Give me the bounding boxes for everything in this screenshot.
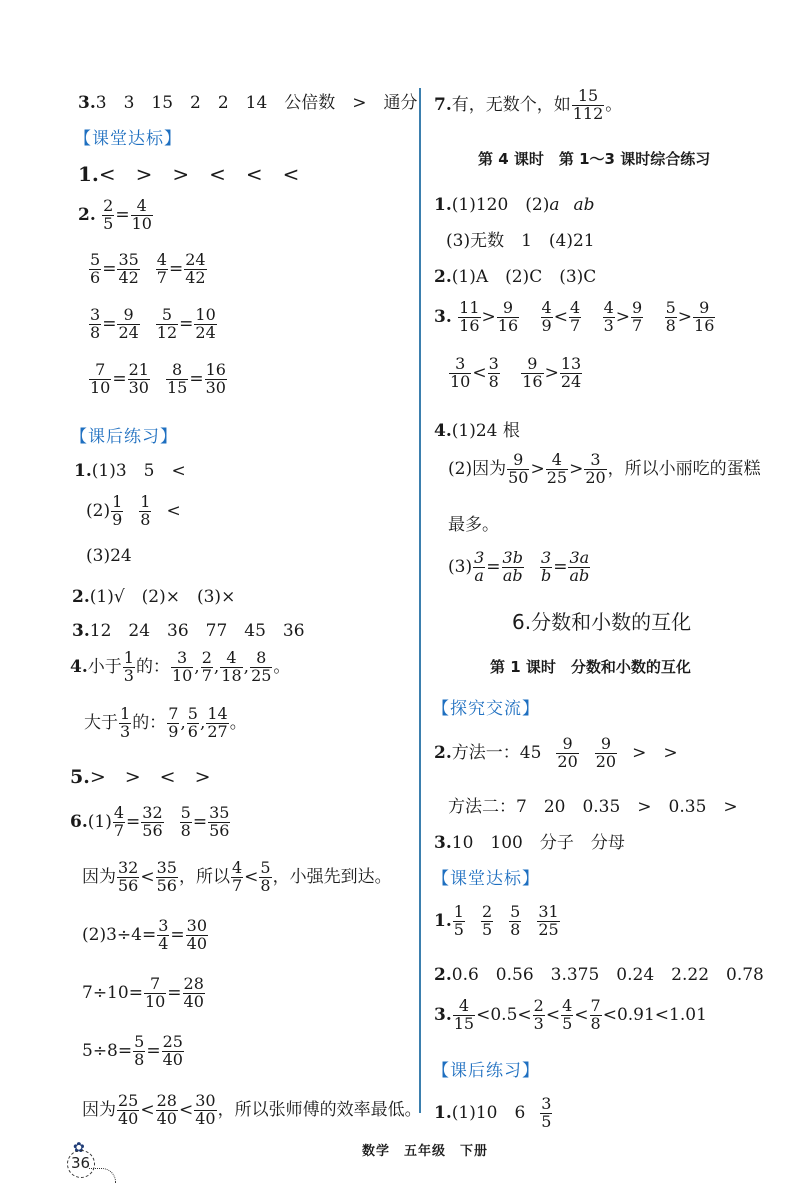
explore-q3: 3.10 100 分子 分母 bbox=[434, 833, 625, 853]
answer-h6-p2-row3: 5÷8= $\frac{5}{8}$ = $\frac{25}{40}$ bbox=[82, 1032, 183, 1069]
answer-h5: 5.> > < > bbox=[70, 766, 211, 788]
l4-q4-p3: (3) $\frac{3}{a}$ = $\frac{3b}{ab}$ $\frac{3}{b}$ = $\frac{3a}{ab}$ bbox=[448, 548, 590, 585]
classroom-q3: 3. $\frac{4}{15}$ <0.5< $\frac{2}{3}$ < $\frac{4}{5}$ < $\frac{7}{8}$ <0.91<1.01 bbox=[434, 996, 707, 1033]
section-header-after-class-right: 【课后练习】 bbox=[432, 1061, 540, 1081]
explore-q2-m2: 方法二：7 20 0.35 > 0.35 > bbox=[448, 797, 738, 817]
l4-q4-p1: 4.(1)24 根 bbox=[434, 421, 520, 441]
answer-h6-p2-row2: 7÷10= $\frac{7}{10}$ = $\frac{28}{40}$ bbox=[82, 974, 204, 1011]
classroom-q1: 1. $\frac{1}{5}$ $\frac{2}{5}$ $\frac{5}{8}$ $\frac{31}{25}$ bbox=[434, 902, 559, 939]
lesson-1-title: 第 1 课时 分数和小数的互化 bbox=[490, 658, 691, 676]
l4-q1-line2: (3)无数 1 (4)21 bbox=[446, 231, 595, 251]
fraction: $\frac{2}{5}$ bbox=[103, 196, 114, 233]
answer-h6-because1: 因为 $\frac{32}{56}$ < $\frac{35}{56}$ ，所以 $\frac{4}{7}$ < $\frac{5}{8}$ ，小强先到达。 bbox=[82, 858, 392, 895]
chapter-title: 6.分数和小数的互化 bbox=[512, 610, 692, 634]
classroom-q2: 2.0.6 0.56 3.375 0.24 2.22 0.78 bbox=[434, 965, 764, 985]
answer-q2-row4: $\frac{7}{10}$ = $\frac{21}{30}$ $\frac{8}{15}$ = $\frac{16}{30}$ bbox=[90, 360, 226, 397]
answer-h1-p2: (2) $\frac{1}{9}$ $\frac{1}{8}$ < bbox=[86, 492, 181, 529]
answer-q2-row3: $\frac{3}{8}$ = $\frac{9}{24}$ $\frac{5}{12}$ = $\frac{10}{24}$ bbox=[90, 305, 216, 342]
l4-q3-row1: 3. $\frac{11}{16}$ > $\frac{9}{16}$ $\frac{4}{9}$ < $\frac{4}{7}$ $\frac{4}{3}$ > $\frac{9}{7}$ $\frac{5}{8}$ > $\frac{9}{16}$ bbox=[434, 298, 715, 335]
answer-h1-p1: 1.(1)3 5 < bbox=[74, 461, 186, 481]
answer-h4-less: 4.小于 $\frac{1}{3}$ 的： $\frac{3}{10}$ , $\frac{2}{7}$ , $\frac{4}{18}$ , $\frac{8}{25}$ 。 bbox=[70, 648, 291, 685]
answer-q2-row1: 2. $\frac{2}{5}$ = $\frac{4}{10}$ bbox=[78, 196, 152, 233]
l4-q4-p2-cont: 最多。 bbox=[448, 515, 499, 535]
answer-h4-greater: 大于 $\frac{1}{3}$ 的： $\frac{7}{9}$ , $\frac{5}{6}$ , $\frac{14}{27}$ 。 bbox=[84, 704, 247, 741]
explore-q2-m1: 2.方法一：45 $\frac{9}{20}$ $\frac{9}{20}$ > > bbox=[434, 734, 678, 771]
answer-line-3: 3.3 3 15 2 2 14 公倍数 > 通分 bbox=[78, 93, 418, 113]
l4-q3-row2: $\frac{3}{10}$ < $\frac{3}{8}$ $\frac{9}{16}$ > $\frac{13}{24}$ bbox=[450, 354, 582, 391]
section-header-explore: 【探究交流】 bbox=[432, 699, 540, 719]
section-header-after-class: 【课后练习】 bbox=[70, 427, 178, 447]
l4-q1-line1: 1.(1)120 (2)a ab bbox=[434, 195, 595, 215]
column-divider bbox=[419, 88, 421, 1113]
answer-h6-p2-row1: (2)3÷4= $\frac{3}{4}$ = $\frac{30}{40}$ bbox=[82, 916, 208, 953]
answer-h3: 3.12 24 36 77 45 36 bbox=[72, 621, 305, 641]
answer-h6-because2: 因为 $\frac{25}{40}$ < $\frac{28}{40}$ < $\frac{30}{40}$ ，所以张师傅的效率最低。 bbox=[82, 1091, 422, 1128]
answer-q2-row2: $\frac{5}{6}$ = $\frac{35}{42}$ $\frac{4}{7}$ = $\frac{24}{42}$ bbox=[90, 250, 206, 287]
page-number-badge bbox=[65, 1140, 125, 1180]
after-class-q1: 1.(1)10 6 $\frac{3}{5}$ bbox=[434, 1094, 552, 1131]
page-number: 36 bbox=[71, 1154, 91, 1172]
caterpillar-icon: ✿ bbox=[73, 1140, 85, 1156]
section-header-classroom: 【课堂达标】 bbox=[74, 129, 182, 149]
dotted-trail-decoration bbox=[89, 1168, 116, 1183]
section-header-classroom-right: 【课堂达标】 bbox=[432, 869, 540, 889]
fraction: $\frac{4}{10}$ bbox=[131, 196, 152, 233]
answer-h1-p3: (3)24 bbox=[86, 546, 132, 566]
l4-q4-p2: (2)因为 $\frac{9}{50}$ > $\frac{4}{25}$ > $\frac{3}{20}$ ，所以小丽吃的蛋糕 bbox=[448, 450, 761, 487]
answer-q7: 7.有，无数个，如 $\frac{15}{112}$ 。 bbox=[434, 86, 623, 123]
lesson-4-title: 第 4 课时 第 1～3 课时综合练习 bbox=[478, 150, 711, 168]
book-footer: 数学 五年级 下册 bbox=[362, 1144, 489, 1159]
answer-q1: 1.< > > < < < bbox=[78, 162, 300, 186]
answer-h2: 2.(1)√ (2)× (3)× bbox=[72, 587, 236, 607]
answer-h6-p1: 6.(1) $\frac{4}{7}$ = $\frac{32}{56}$ $\frac{5}{8}$ = $\frac{35}{56}$ bbox=[70, 803, 230, 840]
l4-q2: 2.(1)A (2)C (3)C bbox=[434, 267, 597, 287]
